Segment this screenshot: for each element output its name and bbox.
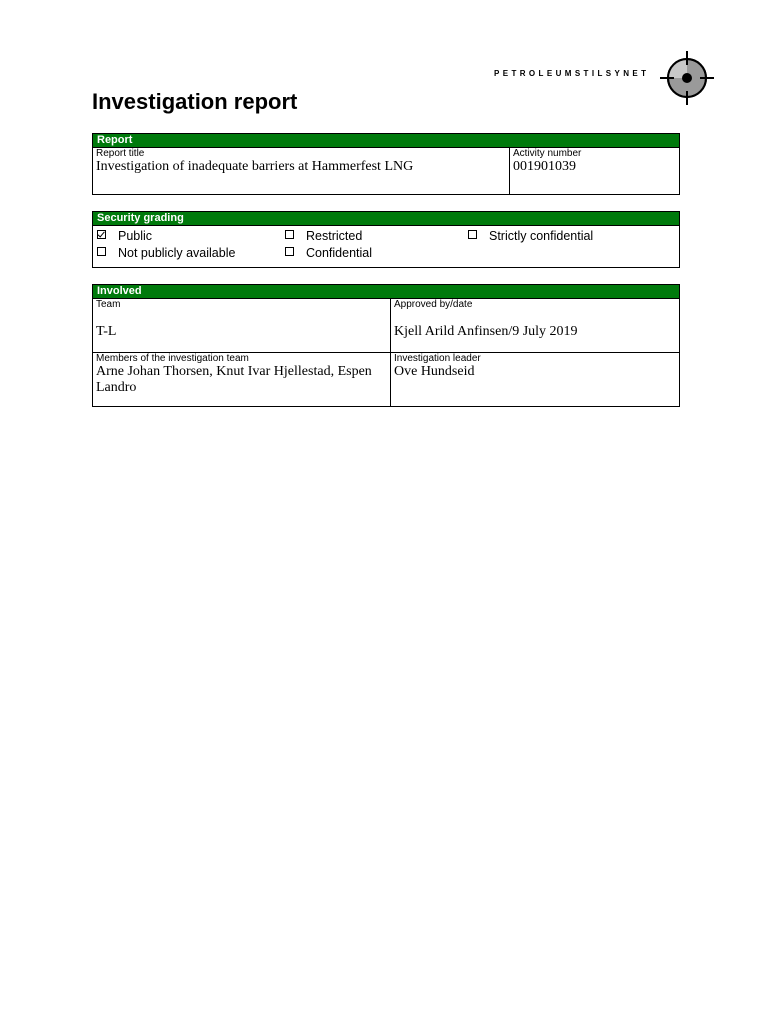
checkbox-not-publicly-available[interactable] <box>97 247 106 256</box>
report-title-label: Report title <box>96 148 145 159</box>
leader-label: Investigation leader <box>394 353 481 364</box>
team-label: Team <box>96 299 121 310</box>
option-not-publicly-available[interactable] <box>97 246 235 261</box>
activity-number-value: 001901039 <box>513 159 576 174</box>
option-strictly-confidential-label: Strictly confidential <box>489 229 594 243</box>
security-grading-header: Security grading <box>93 212 679 226</box>
checkbox-confidential[interactable] <box>285 247 294 256</box>
leader-value: Ove Hundseid <box>394 364 475 379</box>
agency-logo-text: PETROLEUMSTILSYNET <box>494 69 650 78</box>
option-public[interactable] <box>97 229 152 244</box>
checkbox-strictly-confidential[interactable] <box>468 230 477 239</box>
option-restricted[interactable] <box>285 229 362 244</box>
approved-label: Approved by/date <box>394 299 473 310</box>
security-grading-section <box>92 211 680 268</box>
checkbox-restricted[interactable] <box>285 230 294 239</box>
approved-value: Kjell Arild Anfinsen/9 July 2019 <box>394 324 578 339</box>
team-value: T-L <box>96 324 117 339</box>
checkbox-public[interactable] <box>97 230 106 239</box>
option-strictly-confidential[interactable] <box>468 229 593 244</box>
option-restricted-label: Restricted <box>306 229 363 243</box>
option-not-publicly-available-label: Not publicly available <box>118 246 236 260</box>
option-confidential[interactable] <box>285 246 372 261</box>
security-options <box>93 226 679 267</box>
members-value: Arne Johan Thorsen, Knut Ivar Hjellestad, Espen Landro <box>96 364 372 395</box>
report-title-value: Investigation of inadequate barriers at Hammerfest LNG <box>96 159 414 174</box>
report-section <box>92 133 680 195</box>
leader-cell <box>390 353 679 406</box>
members-cell <box>93 353 390 406</box>
document-title: Investigation report <box>92 89 298 114</box>
involved-header: Involved <box>93 285 679 299</box>
members-label: Members of the investigation team <box>96 353 249 364</box>
report-section-header: Report <box>93 134 679 148</box>
option-confidential-label: Confidential <box>306 246 373 260</box>
approved-cell <box>390 299 679 352</box>
team-cell <box>93 299 390 352</box>
report-title-cell <box>93 148 509 194</box>
activity-number-label: Activity number <box>513 148 582 159</box>
activity-number-cell <box>509 148 679 194</box>
involved-section <box>92 284 680 407</box>
option-public-label: Public <box>118 229 153 243</box>
target-crosshair-icon <box>660 51 714 105</box>
